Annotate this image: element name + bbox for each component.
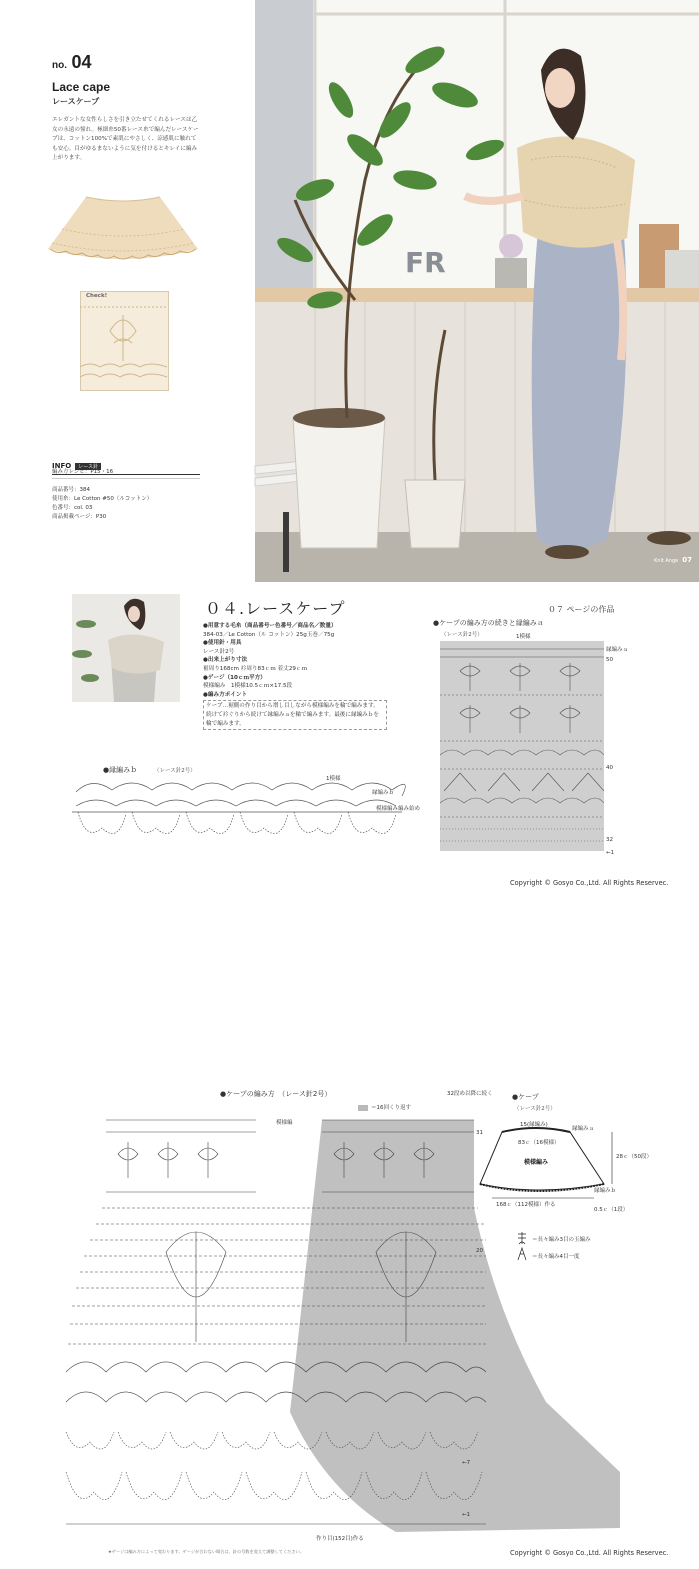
main-chart-label: 20 [476, 1248, 483, 1254]
reference-page: ０７ ページの作品 [548, 605, 615, 614]
main-chart-label: 31 [476, 1130, 483, 1136]
chart-a-label: ←1 [606, 850, 615, 856]
legend-text: ＝16回くり返す [371, 1105, 411, 1111]
cape-label: 83ｃ（16模様） [518, 1140, 560, 1146]
cape-thumbnail-image [48, 193, 198, 263]
chart-a-title: ●ケープの編み方の続きと縁編みａ [433, 619, 544, 627]
chart-a-label: 縁編みａ [606, 647, 629, 653]
pattern-number [52, 52, 91, 73]
continuation-note: 32段め以降に続く [447, 1091, 493, 1097]
point-heading: ●編み方ポイント [203, 691, 248, 698]
main-chart-label: ←1 [462, 1512, 471, 1518]
cape-schematic-subtitle: （レース針2号） [514, 1106, 556, 1112]
info-recipe: 編み方レシピ：P15・16 [52, 467, 200, 479]
chart-a-label: 40 [606, 765, 613, 771]
spec-heading: ●用意する毛糸（商品番号ー色番号／商品名／数量） [203, 623, 337, 629]
footnote: ★ゲージは編み方によって変わります。ゲージが合わない場合は、針の号数を変えて調整してください。 [108, 1549, 304, 1554]
cape-label: 15(縁編み) [520, 1122, 548, 1128]
main-crochet-chart [66, 1112, 486, 1548]
model-thumbnail [72, 594, 180, 702]
info-line: 使用糸：Le Cotton #50（ルコットン） [52, 496, 153, 502]
chart-a-subtitle: （レース針2号） [441, 632, 483, 638]
symbol-key-text: ＝長々編み4目一度 [532, 1254, 580, 1260]
main-chart-label: 模様編 [276, 1120, 293, 1126]
info-line: 色番号：col. 03 [52, 505, 93, 511]
edge-b-subtitle: （レース針2号） [154, 768, 196, 774]
main-chart-title: ●ケープの編み方 （レース針2号） [220, 1090, 332, 1098]
copyright-bottom: Copyright © Gosyo Co.,Ltd. All Rights Reservec. [510, 1549, 669, 1557]
main-chart-label: ←7 [462, 1460, 471, 1466]
spec-heading: ●出来上がり寸法 [203, 657, 248, 664]
number-value: 04 [71, 52, 92, 72]
edge-b-label: 縁編みｂ [372, 790, 395, 796]
info-tag: レース針 [75, 463, 101, 470]
cape-label: 模様編み [524, 1159, 549, 1166]
spec-body: 裾周り168cm 衿周り83ｃｍ 着丈29ｃｍ [203, 665, 308, 672]
info-lines [52, 486, 152, 522]
info-label: INFO [52, 462, 72, 470]
number-prefix: no. [52, 60, 67, 71]
photo-caption [654, 556, 692, 564]
symbol-key [514, 1228, 644, 1264]
cape-label: 168ｃ（112模様）作る [496, 1202, 556, 1208]
title-english: Lace cape [52, 80, 111, 94]
chart-a-label-top: 1模様 [516, 634, 531, 640]
chart-a-label: 50 [606, 657, 613, 663]
check-label: Check! [86, 293, 108, 299]
caption-page: 07 [682, 556, 692, 564]
edge-b-label: 模様編み編み始め [376, 806, 421, 812]
photo-sign: FR [405, 246, 446, 279]
cape-label: 縁編みｂ [594, 1188, 617, 1194]
chart-a-labels [440, 630, 640, 860]
cape-schematic-title: ●ケープ [512, 1093, 539, 1101]
cape-label: 縁編みａ [572, 1126, 595, 1132]
description: エレガントな女性らしさを引き立たせてくれるレースは乙女の永遠の憧れ。極細糸50番レース糸で編んだレースケープは、コットン100%で素肌にやさしく、涼感肌に触れても安心。目がゆるまないように気を付けるとキレイに編み上がります。 [52, 117, 199, 162]
cape-schematic-diagram [476, 1114, 652, 1214]
spec-heading: ●ゲージ（10ｃｍ平方） [203, 674, 266, 681]
info-line: 商品掲載ページ：P30 [52, 514, 107, 520]
edging-b-chart [72, 772, 434, 848]
legend-swatch [358, 1105, 368, 1111]
model-photo [255, 0, 699, 582]
spec-body: レース針2号 [203, 648, 235, 655]
model-photo-illustration [255, 0, 699, 582]
cape-label: 28ｃ（50段） [616, 1154, 652, 1160]
caption-brand: Knit Ange [654, 558, 679, 564]
lace-detail-pattern [80, 291, 167, 389]
cape-label: 0.5ｃ（1段） [594, 1207, 629, 1213]
edge-b-label: 1模様 [326, 776, 341, 782]
spec-list [203, 622, 403, 730]
chart-a-label: 32 [606, 837, 613, 843]
spec-body: 384-03／Le Cotton（ル コットン）25g玉巻／75g [203, 631, 335, 638]
title-japanese: レースケープ [52, 97, 100, 106]
spec-body: 模様編み 1模様10.5ｃｍ×17.5段 [203, 683, 293, 690]
spec-heading: ●使用針・用具 [203, 640, 242, 647]
edge-b-title: ●縁編みｂ [103, 766, 138, 774]
main-chart-label: 作り目(152目)作る [316, 1536, 364, 1542]
repeat-legend [358, 1103, 411, 1111]
symbol-key-text: ＝長々編み3目の玉編み [532, 1237, 591, 1243]
info-line: 商品番号：384 [52, 487, 90, 493]
copyright-middle: Copyright © Gosyo Co.,Ltd. All Rights Reservec. [510, 879, 669, 887]
point-body: ケープ…裾側の作り目から増し目しながら模様編みを輪で編みます。続けて衿ぐりから続けて縁編みａを輪で編みます。最後に縁編みｂを輪で編みます。 [203, 700, 387, 730]
pattern-title: ０４.レースケープ [205, 599, 346, 618]
